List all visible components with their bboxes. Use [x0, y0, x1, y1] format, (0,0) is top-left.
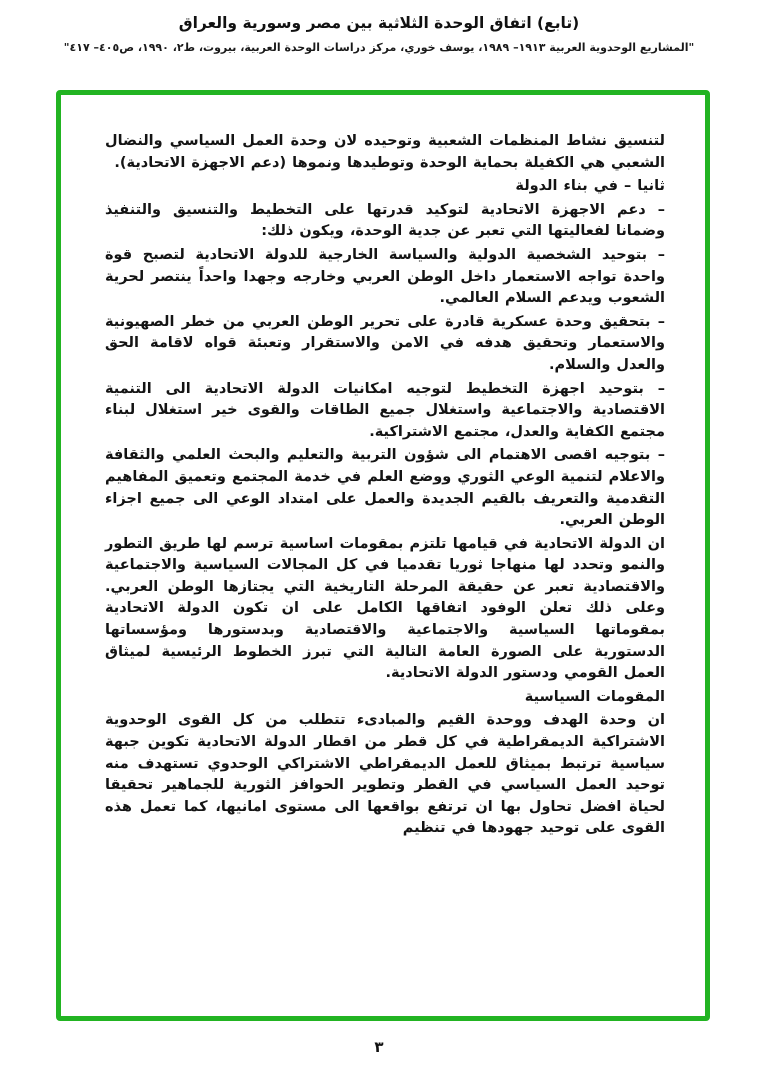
section-heading: المقومات السياسية: [524, 688, 665, 705]
page-number: ٣: [374, 1038, 384, 1056]
body-text: [61, 95, 705, 858]
paragraph: لتنسيق نشاط المنظمات الشعبية وتوحيده لان وحدة العمل السياسي والنضال الشعبي هي الكفيلة بحماية الوحدة وتوطيدها ونموها (دعم الاجهزة الاتحادية).: [105, 133, 665, 171]
source-citation: "المشاريع الوحدوية العربية ١٩١٣– ١٩٨٩، يوسف خوري، مركز دراسات الوحدة العربية، بيروت، ط٢، ١٩٩٠، ص٤٠٥– ٤١٧": [63, 41, 695, 54]
paragraph: – بتوحيد الشخصية الدولية والسياسة الخارجية للدولة الاتحادية لتصبح قوة واحدة تواجه الاستعمار داخل الوطن العربي وخارجه وجهدا واحداً ينتصر لحرية الشعوب ويدعم السلام العالمي.: [105, 246, 665, 307]
section-heading: ثانيا – في بناء الدولة: [515, 178, 665, 195]
green-border-frame: [56, 90, 710, 1021]
page-footer: [0, 1037, 758, 1056]
paragraph: – بتوحيد اجهزة التخطيط لتوجيه امكانيات الدولة الاتحادية الى التنمية الاقتصادية والاجتماعية واستغلال جميع الطاقات والقوى خير استغلال لبناء مجتمع الكفاية والعدل، مجتمع الاشتراكية.: [105, 380, 665, 440]
paragraph: – بتحقيق وحدة عسكرية قادرة على تحرير الوطن العربي من خطر الصهيونية والاستعمار وتحقيق هدفه في الامن والاستقرار وتعبئة قواه لاقامة الحق والعدل والسلام.: [105, 313, 665, 373]
page-header: [0, 14, 758, 54]
paragraph: – بتوجيه اقصى الاهتمام الى شؤون التربية والتعليم والبحث العلمي والثقافة والاعلام لتنمية الوعي الثوري ووضع العلم في خدمة المجتمع وتعميق المفاهيم التقدمية والتعريف بالقيم الجديدة والعمل على امتداد الوعي الى جميع اجزاء الوطن العربي.: [105, 447, 665, 529]
paragraph: ان وحدة الهدف ووحدة القيم والمبادىء تتطلب من كل القوى الوحدوية الاشتراكية الديمقراطية في كل قطر من اقطار الدولة الاتحادية تكوين جبهة سياسية ترتبط بميثاق للعمل الديمقراطي الاشتراكي الوحدوي تستهدف منه توحيد العمل السياسي في القطر وتطوير الحوافز الثورية للجماهير تحقيقا لحياة افضل تحاول بها ان ترتفع بواقعها الى مستوى امانيها، كما تعمل هذه القوى على توحيد جهودها في تنظيم: [105, 712, 665, 837]
paragraph: ان الدولة الاتحادية في قيامها تلتزم بمقومات اساسية ترسم لها طريق التطور والنمو وتحدد لها منهاجا ثوريا تقدميا في كل المجالات السياسية والاجتماعية والاقتصادية تعبر عن حقيقة المرحلة التاريخية التي يجتازها الوطن العربي. وعلى ذلك تعلن الوفود اتفاقها الكامل على ان تكون الدولة الاتحادية بمقوماتها السياسية والاجتماعية والاقتصادية وبدستورها ومؤسساتها الدستورية على الصورة العامة التالية التي تبرز الخطوط الرئيسية لميثاق العمل القومي ودستور الدولة الاتحادية.: [105, 535, 665, 682]
paragraph: – دعم الاجهزة الاتحادية لتوكيد قدرتها على التخطيط والتنسيق والتنفيذ وضمانا لفعاليتها التي تعبر عن جدية الوحدة، ويكون ذلك:: [105, 201, 665, 240]
document-title: (تابع) اتفاق الوحدة الثلاثية بين مصر وسورية والعراق: [178, 14, 580, 32]
